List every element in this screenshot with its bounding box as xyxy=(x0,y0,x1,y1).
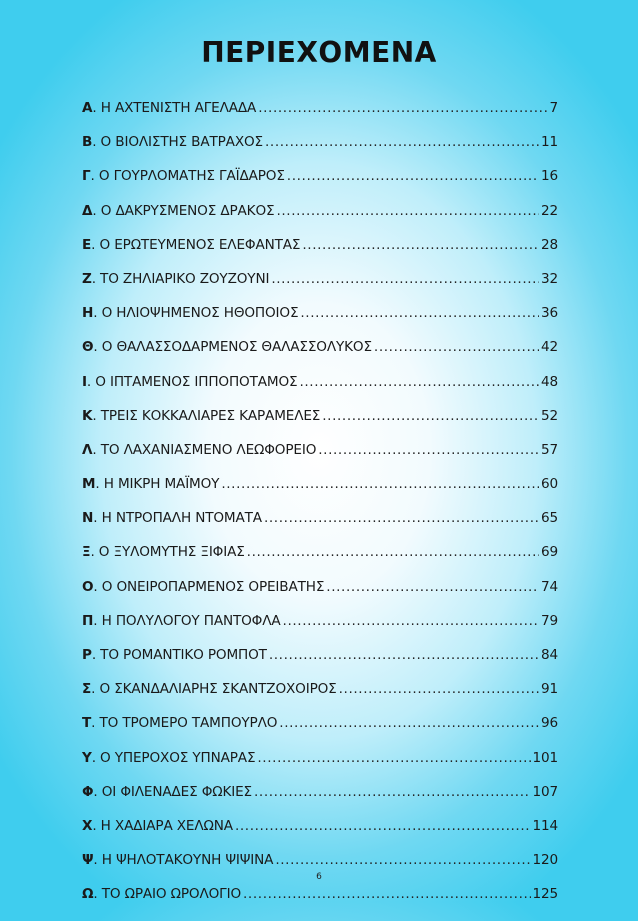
toc-entry xyxy=(82,750,558,784)
toc-entry xyxy=(82,784,558,818)
toc-entry xyxy=(82,647,558,681)
toc-dot-leader xyxy=(287,168,539,184)
toc-entry-letter: Π xyxy=(82,612,94,629)
toc-entry xyxy=(82,339,558,373)
toc-dot-leader xyxy=(374,339,539,355)
toc-entry-page: 91 xyxy=(541,681,558,698)
toc-entry-title: . Η ΜΙΚΡΗ ΜΑΪΜΟΥ xyxy=(95,476,220,493)
toc-entry xyxy=(82,168,558,202)
toc-entry-title: . ΟΙ ΦΙΛΕΝΑΔΕΣ ΦΩΚΙΕΣ xyxy=(93,783,252,800)
toc-entry-page: 42 xyxy=(541,339,558,356)
toc-dot-leader xyxy=(326,579,539,595)
toc-entry-title: . Ο ΔΑΚΡΥΣΜΕΝΟΣ ΔΡΑΚΟΣ xyxy=(92,202,275,219)
toc-entry-letter: Ρ xyxy=(82,647,92,663)
toc-entry xyxy=(82,271,558,305)
toc-dot-leader xyxy=(265,134,539,150)
toc-entry xyxy=(82,681,558,715)
toc-entry-page: 114 xyxy=(532,817,558,834)
toc-entry-page: 32 xyxy=(541,270,558,287)
toc-entry-page: 96 xyxy=(541,715,558,732)
toc-entry-page: 36 xyxy=(541,305,558,322)
toc-entry-title: . Ο ΘΑΛΑΣΣΟΔΑΡΜΕΝΟΣ ΘΑΛΑΣΣΟΛΥΚΟΣ xyxy=(93,339,372,356)
toc-entry-page: 84 xyxy=(541,647,558,663)
toc-dot-leader xyxy=(264,510,539,526)
toc-entry-letter: Τ xyxy=(82,715,92,732)
toc-entry xyxy=(82,442,558,476)
toc-dot-leader xyxy=(257,750,530,766)
toc-entry-title: . ΤΟ ΩΡΑΙΟ ΩΡΟΛΟΓΙΟ xyxy=(93,886,242,903)
toc-entry-page: 16 xyxy=(541,168,558,185)
toc-entry xyxy=(82,886,558,920)
toc-dot-leader xyxy=(279,715,539,731)
toc-entry-title: . Ο ΒΙΟΛΙΣΤΗΣ ΒΑΤΡΑΧΟΣ xyxy=(92,134,263,151)
toc-entry-title: . Ο ΙΠΤΑΜΕΝΟΣ ΙΠΠΟΠΟΤΑΜΟΣ xyxy=(86,373,298,390)
toc-entry-page: 22 xyxy=(541,202,558,219)
toc-dot-leader xyxy=(254,784,531,800)
toc-entry-letter: Ι xyxy=(82,373,87,390)
toc-entry xyxy=(82,237,558,271)
toc-entry xyxy=(82,613,558,647)
toc-entry-letter: Α xyxy=(82,100,93,116)
toc-entry-page: 48 xyxy=(541,373,558,390)
toc-entry-page: 60 xyxy=(541,476,558,493)
toc-entry-letter: Ψ xyxy=(82,852,94,869)
toc-entry-title: . Η ΨΗΛΟΤΑΚΟΥΝΗ ΨΙΨΙΝΑ xyxy=(93,852,274,869)
toc-entry-letter: Ε xyxy=(82,236,92,253)
toc-dot-leader xyxy=(318,442,539,458)
toc-entry xyxy=(82,374,558,408)
toc-dot-leader xyxy=(271,271,539,287)
toc-dot-leader xyxy=(258,100,547,116)
toc-entry-title: . Ο ΗΛΙΟΨΗΜΕΝΟΣ ΗΘΟΠΟΙΟΣ xyxy=(93,305,299,322)
toc-entry xyxy=(82,510,558,544)
toc-entry xyxy=(82,476,558,510)
toc-entry-page: 107 xyxy=(532,783,558,800)
toc-entry xyxy=(82,100,558,134)
toc-dot-leader xyxy=(339,681,539,697)
toc-entry-letter: Ζ xyxy=(82,270,92,287)
toc-entry-letter: Κ xyxy=(82,407,93,424)
toc-entry xyxy=(82,134,558,168)
toc-entry-title: . ΤΟ ΤΡΟΜΕΡΟ ΤΑΜΠΟΥΡΛΟ xyxy=(91,715,278,732)
toc-entry-letter: Λ xyxy=(82,441,93,458)
toc-entry-letter: Σ xyxy=(82,681,92,698)
toc-entry-page: 52 xyxy=(541,407,558,424)
toc-entry-letter: Ω xyxy=(82,886,94,903)
toc-entry-page: 57 xyxy=(541,441,558,458)
toc-entry-page: 69 xyxy=(541,544,558,561)
toc-entry-title: . ΤΟ ΡΟΜΑΝΤΙΚΟ ΡΟΜΠΟΤ xyxy=(91,647,267,663)
toc-dot-leader xyxy=(235,818,531,834)
toc-entry xyxy=(82,579,558,613)
toc-entry-letter: Ο xyxy=(82,578,94,595)
toc-entry-title: . Η ΧΑΔΙΑΡΑ ΧΕΛΩΝΑ xyxy=(92,817,233,834)
toc-entry-letter: Ν xyxy=(82,510,94,527)
toc-entry-page: 65 xyxy=(541,510,558,527)
toc-entry-page: 7 xyxy=(549,100,558,116)
toc-entry xyxy=(82,305,558,339)
toc-entry-page: 101 xyxy=(532,749,558,766)
toc-entry-letter: Η xyxy=(82,305,94,322)
toc-entry xyxy=(82,818,558,852)
toc-entry-letter: Χ xyxy=(82,817,93,834)
toc-entry-page: 125 xyxy=(532,886,558,903)
toc-entry-letter: Μ xyxy=(82,476,96,493)
toc-dot-leader xyxy=(322,408,539,424)
toc-entry-title: . Η ΠΟΛΥΛΟΓΟΥ ΠΑΝΤΟΦΛΑ xyxy=(93,612,281,629)
toc-entry-page: 79 xyxy=(541,612,558,629)
toc-entry-letter: Υ xyxy=(82,749,92,766)
toc-dot-leader xyxy=(283,613,539,629)
toc-entry-title: . ΤΟ ΖΗΛΙΑΡΙΚΟ ΖΟΥΖΟΥΝΙ xyxy=(91,270,270,287)
toc-dot-leader xyxy=(299,374,539,390)
toc-dot-leader xyxy=(302,237,539,253)
toc-entry-title: . Ο ΥΠΕΡΟΧΟΣ ΥΠΝΑΡΑΣ xyxy=(91,749,256,766)
page-title: ΠΕΡΙΕΧΟΜΕΝΑ xyxy=(201,36,437,69)
toc-dot-leader xyxy=(276,203,539,219)
toc-dot-leader xyxy=(243,886,530,902)
toc-entry-page: 74 xyxy=(541,578,558,595)
toc-dot-leader xyxy=(247,544,539,560)
toc-entry-page: 28 xyxy=(541,236,558,253)
toc-entry-title: . Ο ΕΡΩΤΕΥΜΕΝΟΣ ΕΛΕΦΑΝΤΑΣ xyxy=(91,236,301,253)
toc-entry-page: 11 xyxy=(541,134,558,151)
toc-entry-letter: Φ xyxy=(82,783,94,800)
toc-entry-page: 120 xyxy=(532,852,558,869)
toc-entry-title: . Η ΝΤΡΟΠΑΛΗ ΝΤΟΜΑΤΑ xyxy=(93,510,262,527)
toc-entry-title: . ΤΟ ΛΑΧΑΝΙΑΣΜΕΝΟ ΛΕΩΦΟΡΕΙΟ xyxy=(92,441,317,458)
toc-dot-leader xyxy=(275,852,530,868)
page-number: 6 xyxy=(316,872,322,882)
toc-entry xyxy=(82,408,558,442)
table-of-contents xyxy=(82,100,558,921)
toc-entry xyxy=(82,715,558,749)
toc-entry-title: . Ο ΟΝΕΙΡΟΠΑΡΜΕΝΟΣ ΟΡΕΙΒΑΤΗΣ xyxy=(93,578,325,595)
toc-dot-leader xyxy=(300,305,539,321)
toc-entry xyxy=(82,544,558,578)
toc-entry-title: . Ο ΓΟΥΡΛΟΜΑΤΗΣ ΓΑΪΔΑΡΟΣ xyxy=(90,168,285,185)
toc-entry xyxy=(82,203,558,237)
toc-entry-letter: Δ xyxy=(82,202,93,219)
toc-entry-letter: Β xyxy=(82,134,93,151)
toc-entry-letter: Γ xyxy=(82,168,91,185)
toc-entry-title: . Ο ΞΥΛΟΜΥΤΗΣ ΞΙΦΙΑΣ xyxy=(90,544,245,561)
toc-entry-title: . ΤΡΕΙΣ ΚΟΚΚΑΛΙΑΡΕΣ ΚΑΡΑΜΕΛΕΣ xyxy=(92,407,321,424)
toc-entry-letter: Θ xyxy=(82,339,94,356)
toc-dot-leader xyxy=(221,476,539,492)
toc-entry-letter: Ξ xyxy=(82,544,91,561)
toc-entry-title: . Ο ΣΚΑΝΔΑΛΙΑΡΗΣ ΣΚΑΝΤΖΟΧΟΙΡΟΣ xyxy=(91,681,337,698)
toc-entry-title: . Η ΑΧΤΕΝΙΣΤΗ ΑΓΕΛΑΔΑ xyxy=(92,100,257,116)
toc-dot-leader xyxy=(269,647,539,663)
